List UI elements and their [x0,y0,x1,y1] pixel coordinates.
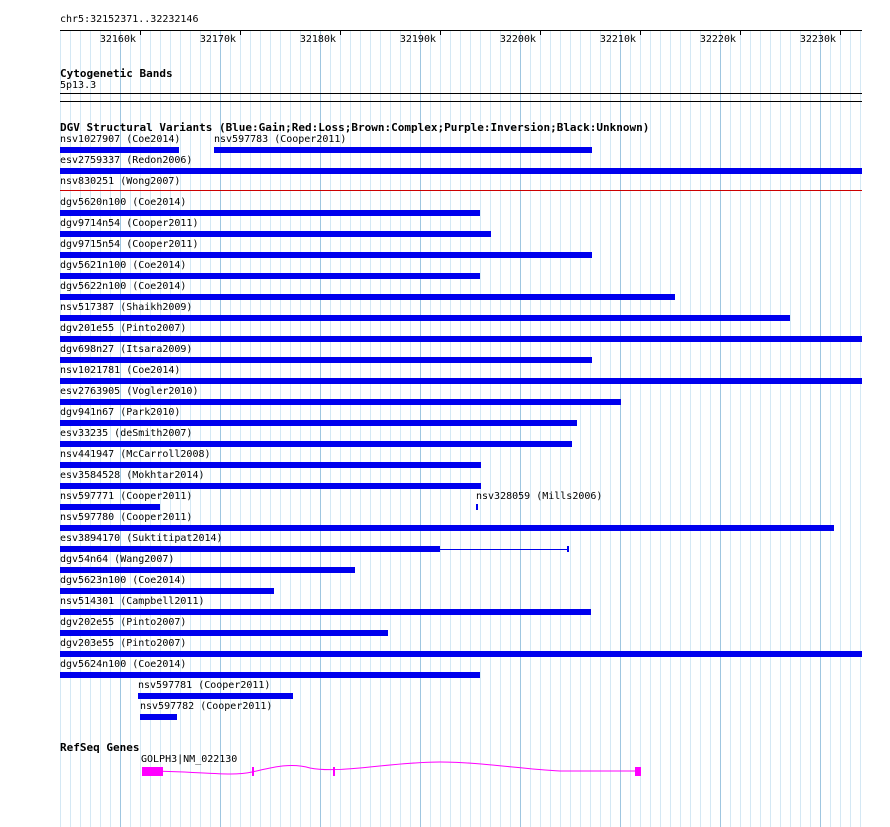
variant-gain-feature[interactable] [60,252,592,258]
variant-label[interactable]: nsv1021781 (Coe2014) [60,365,181,376]
ruler-tick-label: 32180k [299,34,336,45]
variant-gain-feature[interactable] [60,630,388,636]
ruler-tick-label: 32200k [499,34,536,45]
variant-gain-feature[interactable] [60,588,274,594]
ruler-tick-label: 32190k [399,34,436,45]
variant-label[interactable]: dgv698n27 (Itsara2009) [60,344,193,355]
variant-gain-feature[interactable] [60,315,790,321]
gene-model[interactable] [140,760,650,780]
ruler-tick-label: 32220k [699,34,736,45]
variant-label[interactable]: esv3584528 (Mokhtar2014) [60,470,205,481]
variant-gain-feature[interactable] [60,462,481,468]
variant-label[interactable]: nsv597771 (Cooper2011) [60,491,193,502]
variant-label[interactable]: dgv202e55 (Pinto2007) [60,617,187,628]
variant-gain-feature[interactable] [60,147,179,153]
variant-label[interactable]: dgv5622n100 (Coe2014) [60,281,187,292]
gene-exon [333,767,335,776]
variant-label[interactable]: dgv5621n100 (Coe2014) [60,260,187,271]
variant-gain-feature[interactable] [138,693,293,699]
variant-gain-feature[interactable] [60,441,572,447]
cytoband-line-bottom [60,101,862,102]
ruler-tick [640,30,641,35]
gene-intron-line [142,762,637,774]
gene-exon [635,767,641,776]
variant-gain-feature[interactable] [60,525,834,531]
ruler-tick-label: 32170k [199,34,236,45]
variant-gain-feature[interactable] [60,294,675,300]
ruler-tick [740,30,741,35]
variant-label[interactable]: nsv1027907 (Coe2014) [60,134,181,145]
ruler-tick [340,30,341,35]
variant-label[interactable]: esv2759337 (Redon2006) [60,155,193,166]
ruler-tick [840,30,841,35]
variant-gain-feature[interactable] [214,147,592,153]
ruler-tick [240,30,241,35]
variant-label[interactable]: nsv830251 (Wong2007) [60,176,181,187]
ruler-tick [140,30,141,35]
ruler-tick-label: 32230k [799,34,836,45]
gene-label[interactable]: GOLPH3|NM_022130 [141,754,238,765]
gene-exon [252,767,254,776]
variant-loss-feature[interactable] [60,190,862,191]
variant-label[interactable]: dgv201e55 (Pinto2007) [60,323,187,334]
variant-gain-feature[interactable] [60,672,480,678]
variant-gain-feature[interactable] [140,714,177,720]
variant-gain-feature[interactable] [60,378,862,384]
variant-gain-feature[interactable] [476,504,478,510]
variant-gain-feature[interactable] [60,420,577,426]
ruler-axis [60,30,862,31]
variant-label[interactable]: dgv9715n54 (Cooper2011) [60,239,199,250]
variant-connector-line [440,549,568,550]
variant-label[interactable]: esv33235 (deSmith2007) [60,428,193,439]
variant-gain-feature[interactable] [60,168,862,174]
ruler-tick [440,30,441,35]
variant-label[interactable]: nsv597781 (Cooper2011) [138,680,271,691]
ruler-tick-label: 32160k [99,34,136,45]
dgv-track-title: DGV Structural Variants (Blue:Gain;Red:Loss;Brown:Complex;Purple:Inversion;Black:Unknown) [60,121,650,134]
variant-label[interactable]: dgv203e55 (Pinto2007) [60,638,187,649]
variant-label[interactable]: nsv441947 (McCarroll2008) [60,449,211,460]
ruler-title: chr5:32152371..32232146 [60,14,199,25]
variant-label[interactable]: esv2763905 (Vogler2010) [60,386,199,397]
variant-label[interactable]: dgv941n67 (Park2010) [60,407,181,418]
cytoband-track-title: Cytogenetic Bands [60,67,173,80]
variant-label[interactable]: nsv514301 (Campbell2011) [60,596,205,607]
variant-label[interactable]: dgv9714n54 (Cooper2011) [60,218,199,229]
ruler-tick-label: 32210k [599,34,636,45]
coordinate-ruler[interactable] [60,0,862,60]
variant-gain-feature[interactable] [60,483,481,489]
variant-label[interactable]: nsv517387 (Shaikh2009) [60,302,193,313]
variant-label[interactable]: nsv597780 (Cooper2011) [60,512,193,523]
variant-gain-feature[interactable] [60,336,862,342]
variant-gain-feature[interactable] [60,567,355,573]
ruler-tick [540,30,541,35]
variant-label[interactable]: dgv5624n100 (Coe2014) [60,659,187,670]
variant-label[interactable]: dgv5620n100 (Coe2014) [60,197,187,208]
cytoband-name[interactable]: 5p13.3 [60,80,97,91]
gene-exon [142,767,163,776]
variant-gain-feature[interactable] [60,231,491,237]
variant-gain-feature[interactable] [60,210,480,216]
variant-gain-feature[interactable] [60,609,591,615]
variant-gain-feature[interactable] [60,273,480,279]
variant-label[interactable]: nsv328059 (Mills2006) [476,491,603,502]
refseq-track-title: RefSeq Genes [60,741,140,754]
variant-label[interactable]: nsv597783 (Cooper2011) [214,134,347,145]
variant-gain-feature[interactable] [60,357,592,363]
variant-gain-feature[interactable] [60,504,160,510]
cytoband-line-top [60,93,862,94]
variant-label[interactable]: esv3894170 (Suktitipat2014) [60,533,223,544]
variant-end-cap [567,546,569,552]
variant-gain-feature[interactable] [60,399,621,405]
variant-label[interactable]: dgv5623n100 (Coe2014) [60,575,187,586]
variant-label[interactable]: nsv597782 (Cooper2011) [140,701,273,712]
variant-gain-feature[interactable] [60,651,862,657]
variant-gain-feature[interactable] [60,546,440,552]
variant-label[interactable]: dgv54n64 (Wang2007) [60,554,175,565]
